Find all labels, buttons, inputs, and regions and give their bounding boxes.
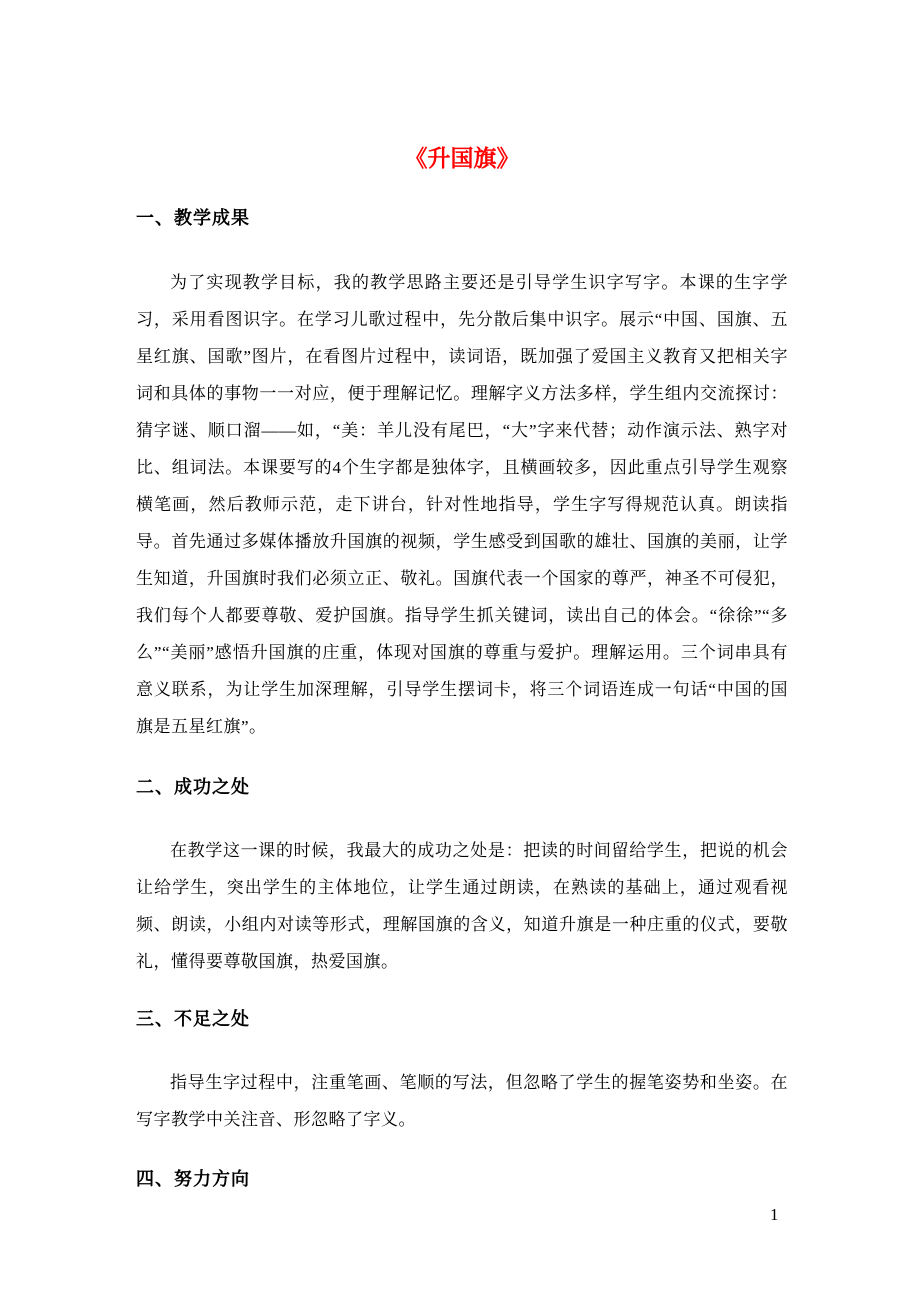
section-paragraph-2: 在教学这一课的时候，我最大的成功之处是：把读的时间留给学生，把说的机会让给学生，突出学生的主体地位，让学生通过朗读，在熟读的基础上，通过观看视频、朗读，小组内对读等形式，理解国旗的含义，知道升旗是一种庄重的仪式，要敬礼，懂得要尊敬国旗，热爱国旗。 bbox=[136, 841, 788, 971]
section-heading-4: 四、努力方向 bbox=[136, 1169, 250, 1189]
section-heading-3: 三、不足之处 bbox=[136, 1009, 250, 1029]
section-paragraph-3: 指导生字过程中，注重笔画、笔顺的写法，但忽略了学生的握笔姿势和坐姿。在写字教学中关注音、形忽略了字义。 bbox=[136, 1073, 788, 1129]
page-number: 1 bbox=[770, 1205, 779, 1224]
document-title: 《升国旗》 bbox=[404, 145, 520, 171]
section-heading-1: 一、教学成果 bbox=[136, 208, 250, 228]
section-paragraph-1: 为了实现教学目标，我的教学思路主要还是引导学生识字写字。本课的生字学习，采用看图识字。在学习儿歌过程中，先分散后集中识字。展示“中国、国旗、五星红旗、国歌”图片，在看图片过程中，读词语，既加强了爱国主义教育又把相关字词和具体的事物一一对应，便于理解记忆。理解字义方法多样，学生组内交流探讨：猜字谜、顺口溜——如，“美：羊儿没有尾巴，“大”字来代替；动作演示法、熟字对比、组词法。本课要写的4个生字都是独体字，且横画较多，因此重点引导学生观察横笔画，然后教师示范，走下讲台，针对性地指导，学生字写得规范认真。朗读指导。首先通过多媒体播放升国旗的视频，学生感受到国歌的雄壮、国旗的美丽，让学生知道，升国旗时我们必须立正、敬礼。国旗代表一个国家的尊严，神圣不可侵犯，我们每个人都要尊敬、爱护国旗。指导学生抓关键词，读出自己的体会。“徐徐”“多么”“美丽”感悟升国旗的庄重，体现对国旗的尊重与爱护。理解运用。三个词串具有意义联系，为让学生加深理解，引导学生摆词卡，将三个词语连成一句话“中国的国旗是五星红旗”。 bbox=[136, 273, 788, 736]
section-heading-2: 二、成功之处 bbox=[136, 777, 250, 797]
